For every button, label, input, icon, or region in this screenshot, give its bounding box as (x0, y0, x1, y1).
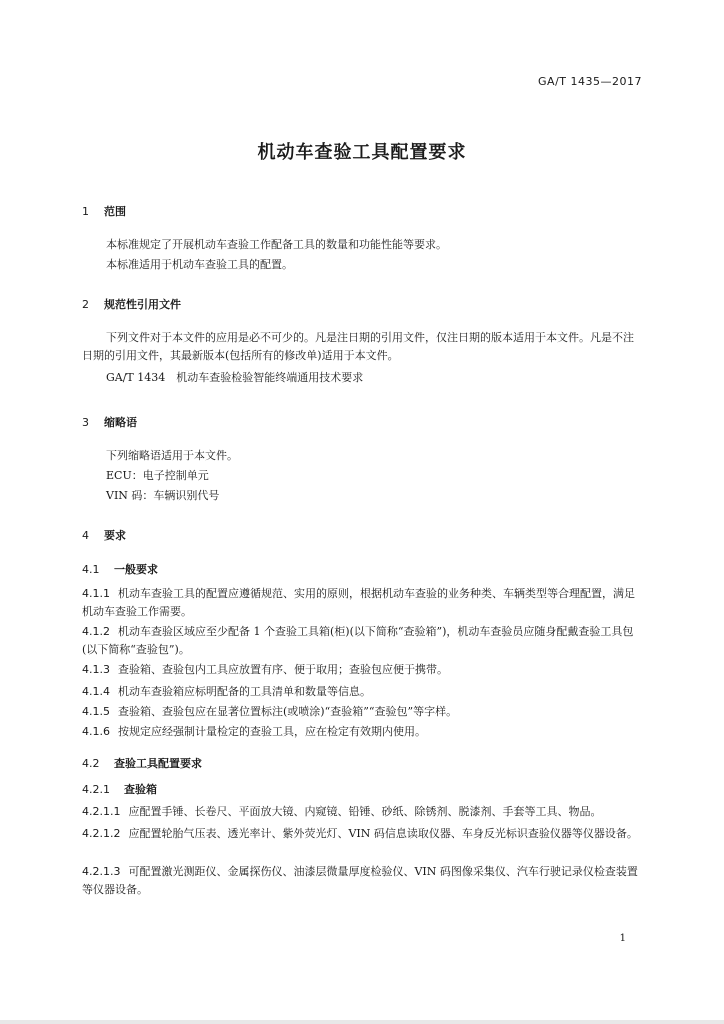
section-title: 一般要求 (114, 563, 158, 576)
clause-4-1-5 (82, 703, 640, 721)
section-number: 1 (82, 205, 89, 218)
clause-4-1-6 (82, 723, 640, 741)
clause-4-1-2 (82, 623, 640, 659)
section-number: 4.2.1 (82, 783, 110, 796)
section-title: 查验箱 (124, 783, 157, 796)
clause-number: 4.1.1 (82, 587, 110, 600)
clause-4-1-3 (82, 661, 640, 679)
clause-text: 查验箱、查验包应在显著位置标注(或喷涂)“查验箱”“查验包”等字样。 (118, 705, 458, 718)
clause-text: 查验箱、查验包内工具应放置有序、便于取用；查验包应便于携带。 (118, 663, 448, 676)
standard-code: GA/T 1435—2017 (538, 75, 642, 88)
subsection-4-2-1-heading (82, 781, 157, 797)
clause-number: 4.1.3 (82, 663, 110, 676)
section-number: 2 (82, 298, 89, 311)
clause-text: 应配置轮胎气压表、透光率计、紫外荧光灯、VIN 码信息读取仪器、车身反光标识查验仪器等仪器设备。 (128, 827, 638, 840)
clause-4-2-1-1 (82, 803, 640, 821)
clause-text: 机动车查验区域应至少配备 1 个查验工具箱(柜)(以下简称“查验箱”)，机动车查验员应随身配戴查验工具包(以下简称“查验包”)。 (82, 625, 634, 656)
clause-4-1-4 (82, 683, 640, 701)
clause-text: 机动车查验工具的配置应遵循规范、实用的原则，根据机动车查验的业务种类、车辆类型等合理配置，满足机动车查验工作需要。 (82, 587, 635, 618)
document-title: 机动车查验工具配置要求 (257, 142, 467, 163)
section-title: 查验工具配置要求 (114, 757, 202, 770)
subsection-4-2-heading (82, 755, 202, 771)
paragraph: 下列缩略语适用于本文件。 (106, 449, 238, 462)
section-title: 缩略语 (104, 416, 137, 429)
paragraph: 下列文件对于本文件的应用是必不可少的。凡是注日期的引用文件，仅注日期的版本适用于本文件。凡是不注日期的引用文件，其最新版本(包括所有的修改单)适用于本文件。 (82, 331, 634, 362)
section-number: 4.2 (82, 757, 100, 770)
page-number: 1 (619, 933, 626, 944)
clause-text: 机动车查验箱应标明配备的工具清单和数量等信息。 (118, 685, 371, 698)
section-title: 范围 (104, 205, 126, 218)
clause-4-2-1-3 (82, 863, 640, 899)
clause-number: 4.2.1.2 (82, 827, 121, 840)
clause-number: 4.1.6 (82, 725, 110, 738)
abbreviation-item: ECU：电子控制单元 (106, 469, 209, 482)
section-4-heading (82, 527, 126, 543)
clause-number: 4.2.1.1 (82, 805, 121, 818)
paragraph: 本标准适用于机动车查验工具的配置。 (106, 258, 293, 271)
section-title: 规范性引用文件 (104, 298, 181, 311)
subsection-4-1-heading (82, 561, 158, 577)
section-number: 4.1 (82, 563, 100, 576)
section-number: 4 (82, 529, 89, 542)
clause-number: 4.1.4 (82, 685, 110, 698)
clause-text: 按规定应经强制计量检定的查验工具，应在检定有效期内使用。 (118, 725, 426, 738)
clause-text: 可配置激光测距仪、金属探伤仪、油漆层微量厚度检验仪、VIN 码图像采集仪、汽车行驶记录仪检查装置等仪器设备。 (82, 865, 638, 896)
section-title: 要求 (104, 529, 126, 542)
normative-reference: GA/T 1434 机动车查验检验智能终端通用技术要求 (106, 371, 364, 384)
clause-4-1-1 (82, 585, 640, 621)
clause-number: 4.1.5 (82, 705, 110, 718)
clause-number: 4.2.1.3 (82, 865, 121, 878)
section-1-heading (82, 203, 126, 219)
clause-text: 应配置手锤、长卷尺、平面放大镜、内窥镜、铅锤、砂纸、除锈剂、脱漆剂、手套等工具、物品。 (128, 805, 602, 818)
page-bottom-edge (0, 1020, 724, 1024)
clause-number: 4.1.2 (82, 625, 110, 638)
section-2-heading (82, 296, 181, 312)
paragraph: 本标准规定了开展机动车查验工作配备工具的数量和功能性能等要求。 (106, 238, 447, 251)
abbreviation-item: VIN 码：车辆识别代号 (106, 489, 220, 502)
section-number: 3 (82, 416, 89, 429)
section-3-heading (82, 414, 137, 430)
clause-4-2-1-2 (82, 825, 640, 843)
